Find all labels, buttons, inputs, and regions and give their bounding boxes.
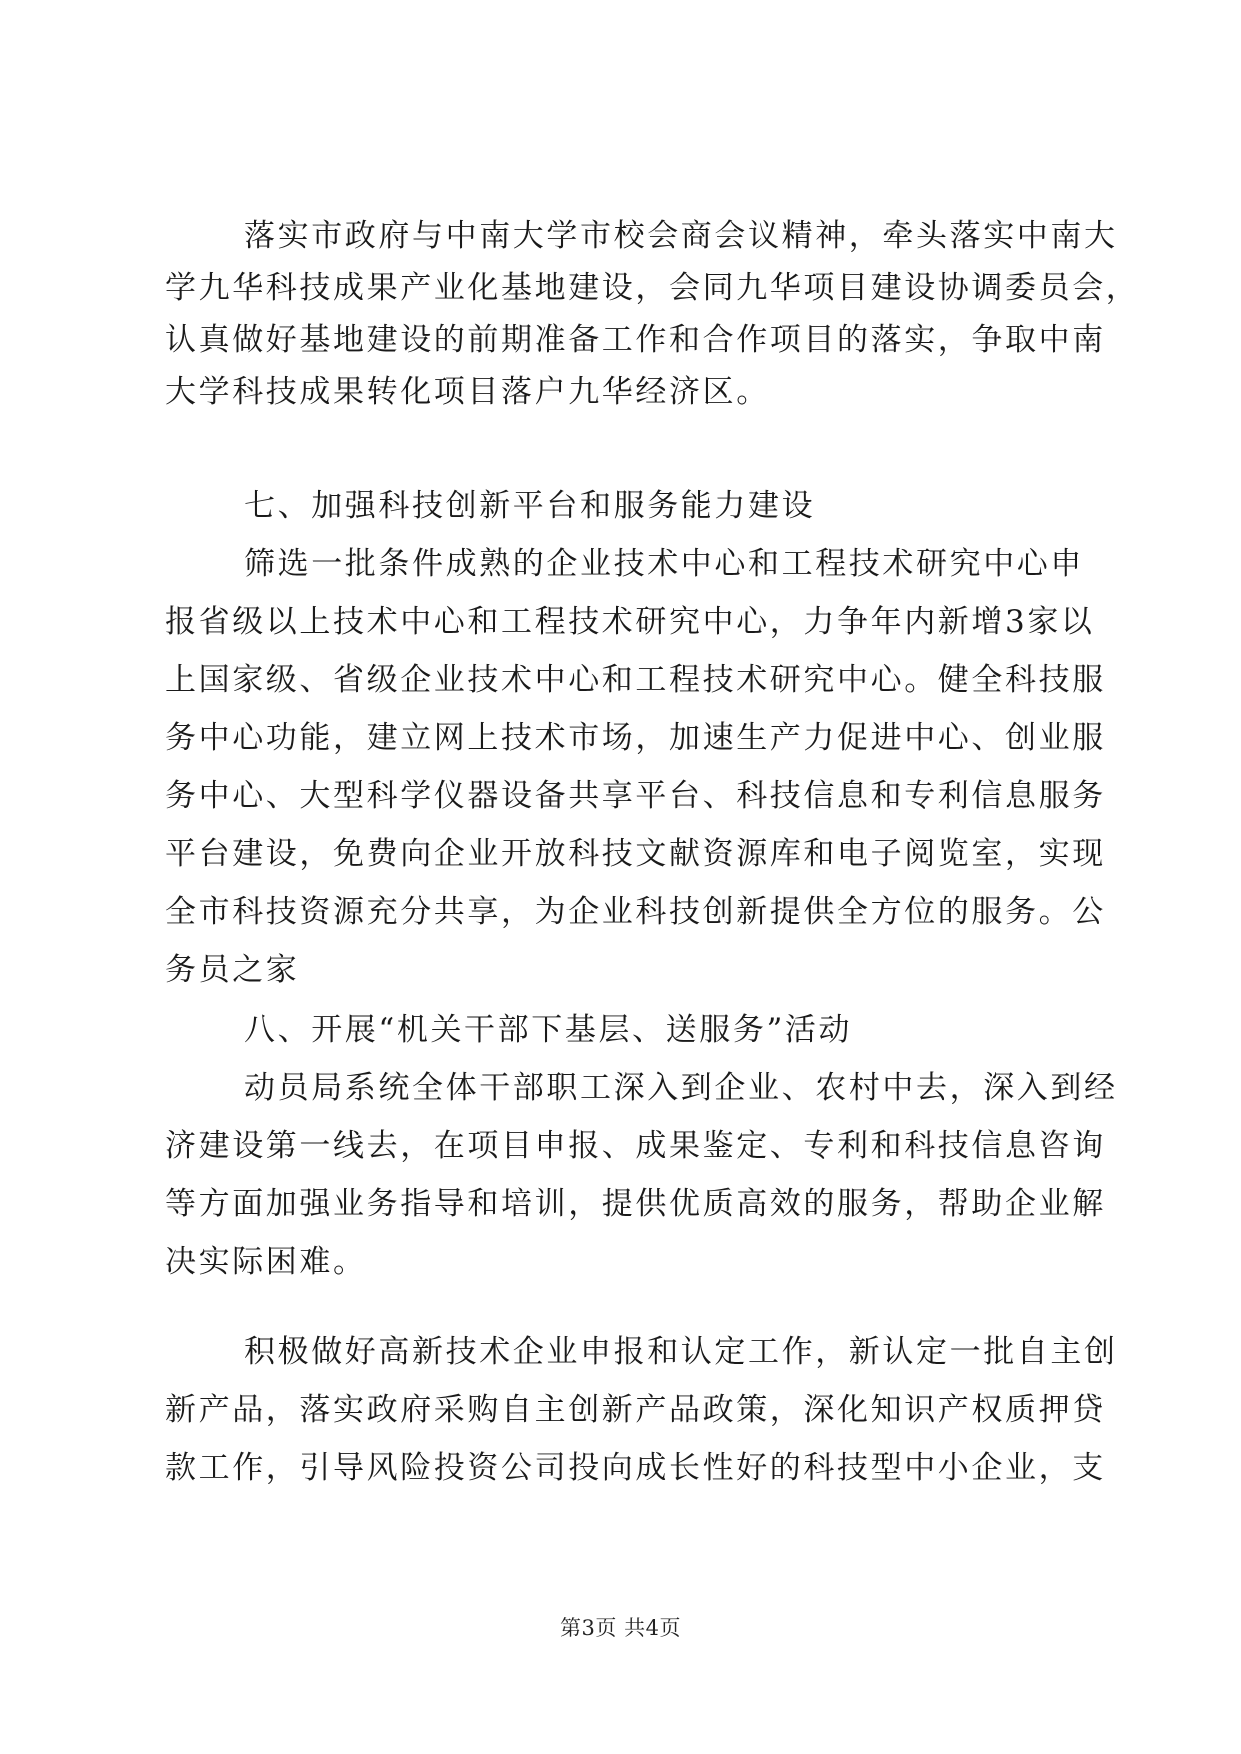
paragraph-line: 济建设第一线去，在项目申报、成果鉴定、专利和科技信息咨询 bbox=[165, 1128, 1106, 1164]
paragraph-line: 务中心功能，建立网上技术市场，加速生产力促进中心、创业服 bbox=[165, 720, 1106, 756]
paragraph-line: 务中心、大型科学仪器设备共享平台、科技信息和专利信息服务 bbox=[165, 778, 1106, 814]
paragraph-line: 等方面加强业务指导和培训，提供优质高效的服务，帮助企业解 bbox=[165, 1186, 1106, 1222]
paragraph-line: 新产品，落实政府采购自主创新产品政策，深化知识产权质押贷 bbox=[165, 1392, 1106, 1428]
section-heading: 八、开展“机关干部下基层、送服务”活动 bbox=[244, 1012, 853, 1048]
paragraph-line: 平台建设，免费向企业开放科技文献资源库和电子阅览室，实现 bbox=[165, 836, 1106, 872]
paragraph-line: 筛选一批条件成熟的企业技术中心和工程技术研究中心申 bbox=[244, 546, 1084, 582]
paragraph-line: 动员局系统全体干部职工深入到企业、农村中去，深入到经 bbox=[244, 1070, 1118, 1106]
paragraph-line: 报省级以上技术中心和工程技术研究中心，力争年内新增3家以 bbox=[165, 604, 1095, 640]
paragraph-line: 务员之家 bbox=[165, 952, 300, 988]
paragraph-line: 学九华科技成果产业化基地建设，会同九华项目建设协调委员会， bbox=[165, 270, 1140, 306]
page-footer: 第3页 共4页 bbox=[560, 1616, 681, 1640]
paragraph-line: 落实市政府与中南大学市校会商会议精神，牵头落实中南大 bbox=[244, 218, 1118, 254]
paragraph-line: 决实际困难。 bbox=[165, 1244, 367, 1280]
paragraph-line: 全市科技资源充分共享，为企业科技创新提供全方位的服务。公 bbox=[165, 894, 1106, 930]
paragraph-line: 积极做好高新技术企业申报和认定工作，新认定一批自主创 bbox=[244, 1334, 1118, 1370]
paragraph-line: 大学科技成果转化项目落户九华经济区。 bbox=[165, 374, 770, 410]
paragraph-line: 上国家级、省级企业技术中心和工程技术研究中心。健全科技服 bbox=[165, 662, 1106, 698]
paragraph-line: 款工作，引导风险投资公司投向成长性好的科技型中小企业，支 bbox=[165, 1450, 1106, 1486]
section-heading: 七、加强科技创新平台和服务能力建设 bbox=[244, 488, 816, 524]
paragraph-line: 认真做好基地建设的前期准备工作和合作项目的落实，争取中南 bbox=[165, 322, 1106, 358]
